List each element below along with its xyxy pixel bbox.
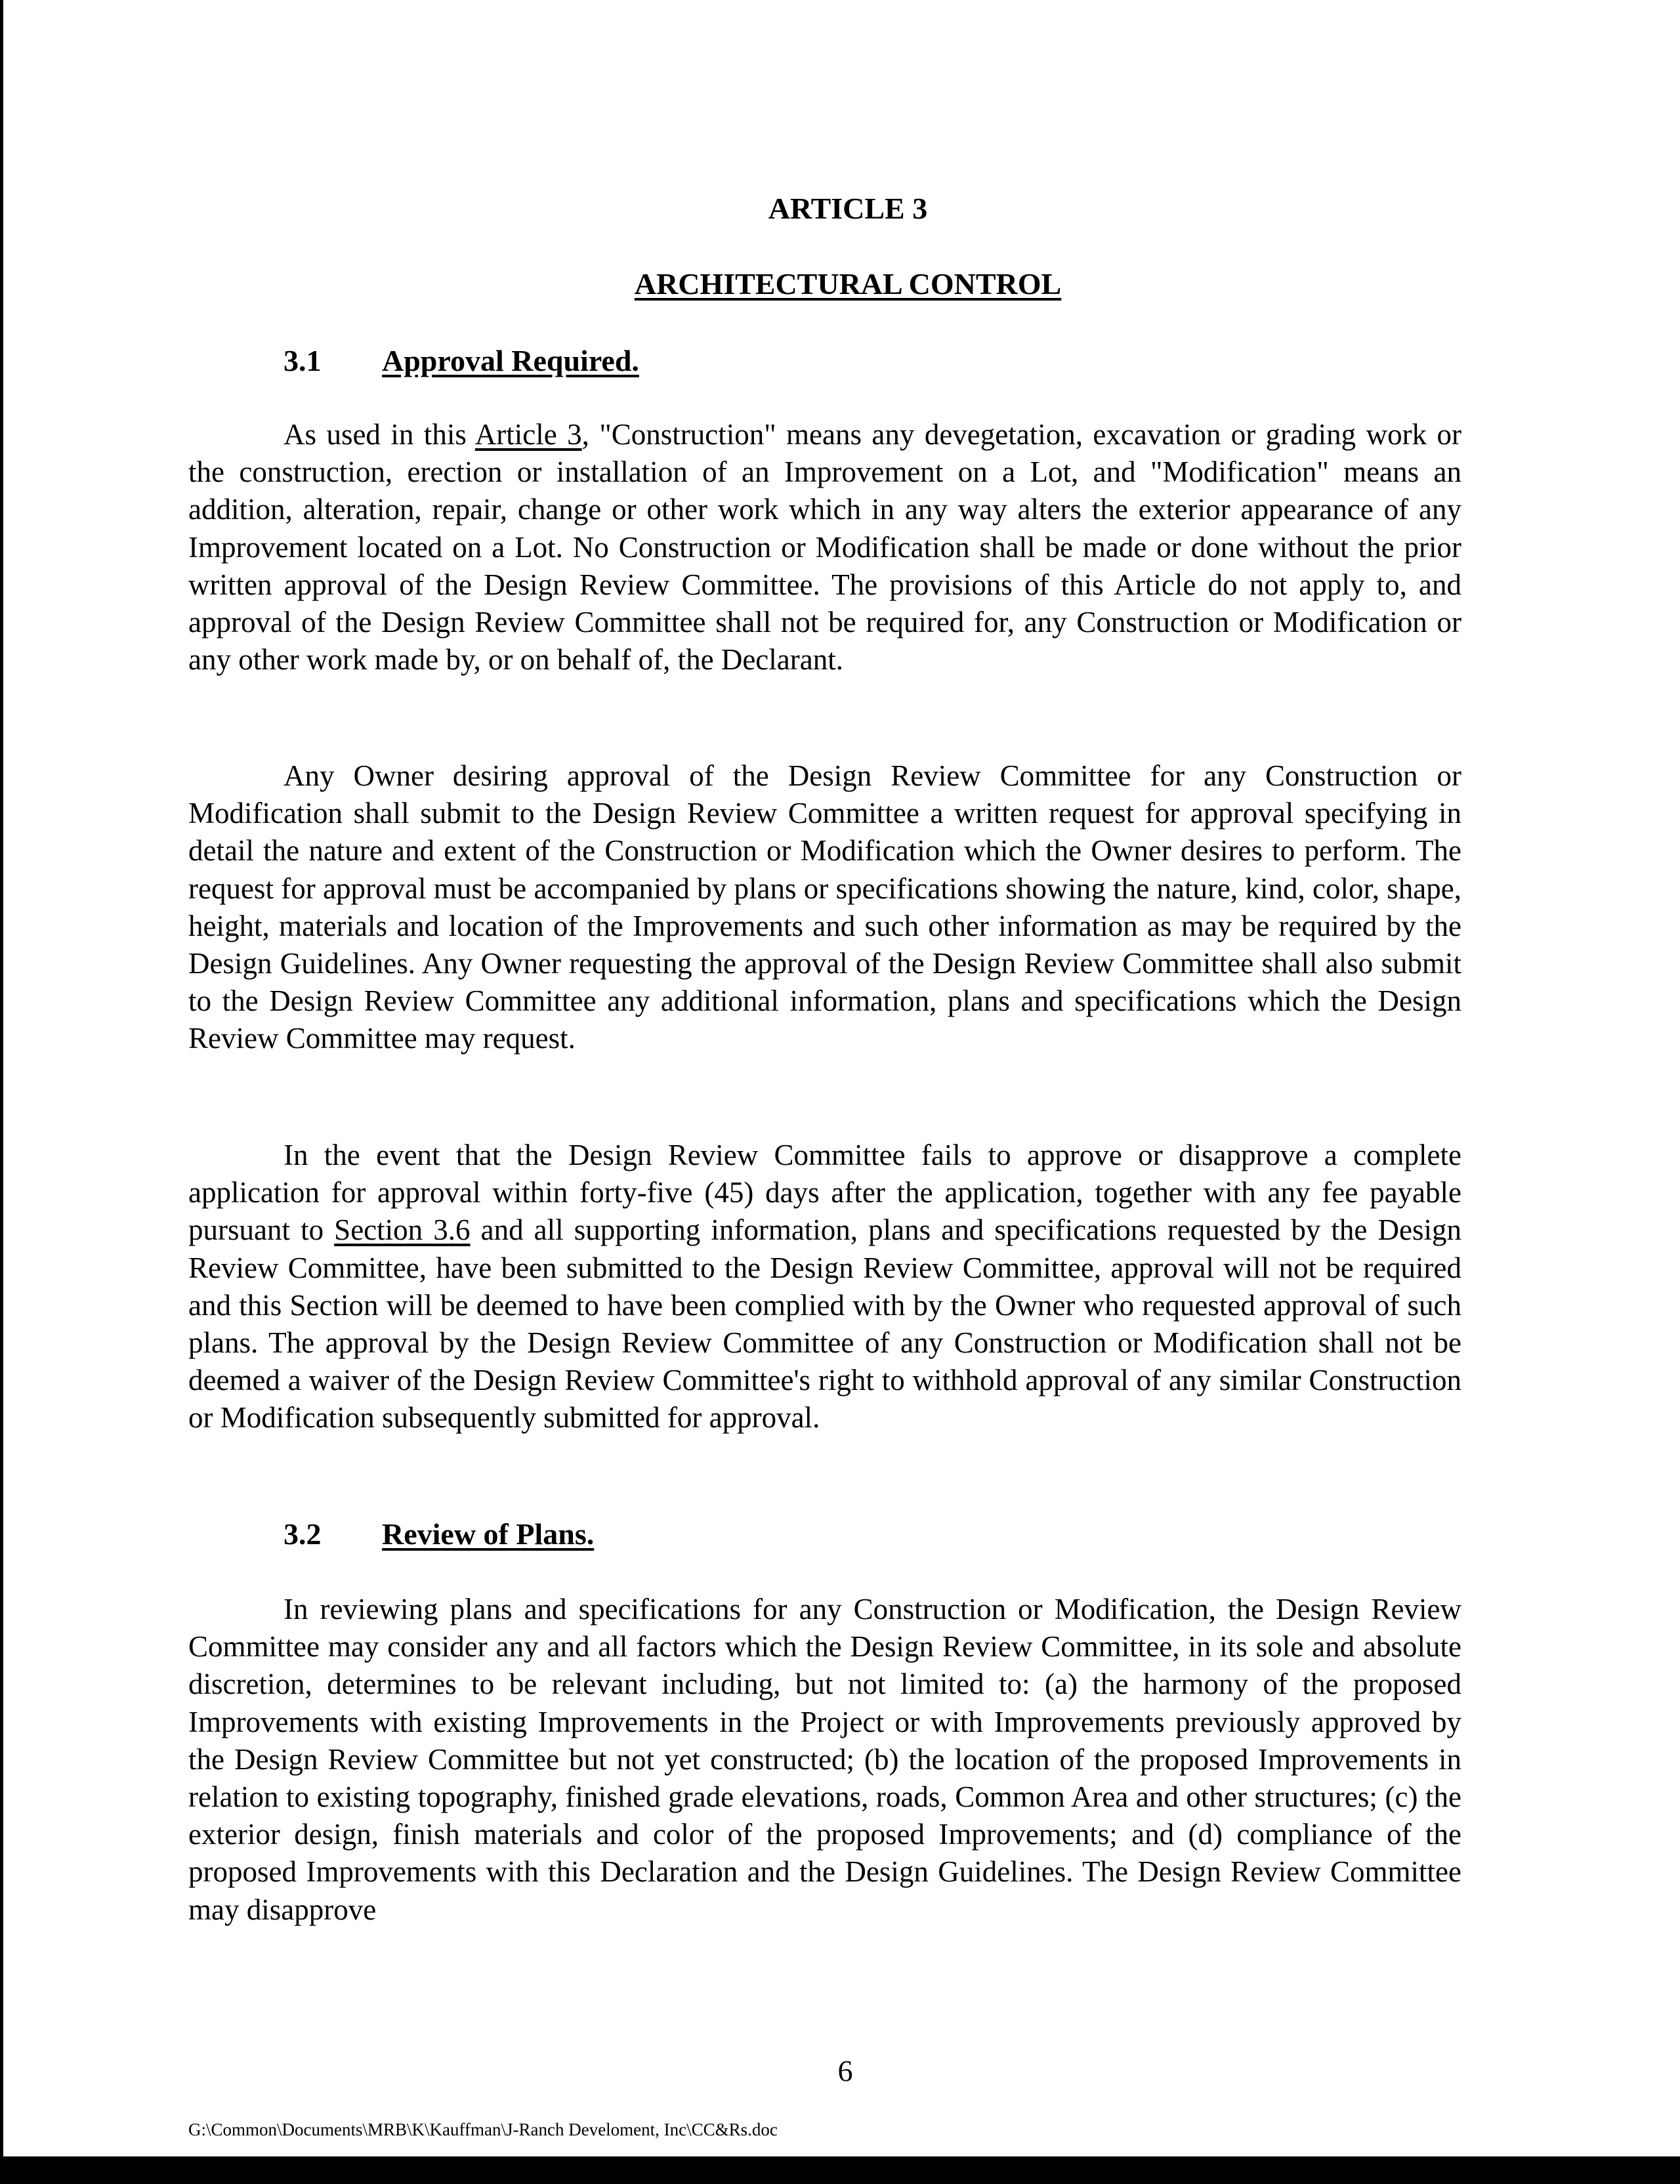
article-title-text: ARCHITECTURAL CONTROL xyxy=(634,267,1062,301)
section-heading-3-1 xyxy=(284,343,639,379)
section-heading-3-2 xyxy=(284,1516,594,1553)
paragraph-text: In the event that the Design Review Committee fails to approve or disapprove a complete application for approval within forty-five (45) days after the application, together with any fee payable pursuant to xyxy=(188,1139,1461,1247)
paragraph-review-factors xyxy=(188,1591,1461,1929)
paragraph-deemed-approval xyxy=(188,1137,1461,1437)
article-reference-link: Article 3 xyxy=(474,418,582,451)
article-number: ARTICLE 3 xyxy=(768,192,928,225)
paragraph-text: and all supporting information, plans and specifications requested by the Design Review Committee, have been submitted to the Design Review Committee, approval will not be required and this Section will be deemed to have been complied with by the Owner who requested approval of such plans. The approval by the Design Review Committee of any Construction or Modification shall not be deemed a waiver of the Design Review Committee's right to withhold approval of any similar Construction or Modification subsequently submitted for approval. xyxy=(188,1213,1461,1435)
paragraph-text: In reviewing plans and specifications for any Construction or Modification, the Design Review Committee may consider any and all factors which the Design Review Committee, in its sole and absolute discretion, determines to be relevant including, but not limited to: (a) the harmony of the proposed Improvements with existing Improvements in the Project or with Improvements previously approved by the Design Review Committee but not yet constructed; (b) the location of the proposed Improvements in relation to existing topography, finished grade elevations, roads, Common Area and other structures; (c) the exterior design, finish materials and color of the proposed Improvements; and (d) compliance of the proposed Improvements with this Declaration and the Design Guidelines. The Design Review Committee may disapprove xyxy=(188,1593,1461,1926)
paragraph-definitions xyxy=(188,416,1461,679)
paragraph-text: Any Owner desiring approval of the Design Review Committee for any Construction or Modification shall submit to the Design Review Committee a written request for approval specifying in detail the nature and extent of the Construction or Modification which the Owner desires to perform. The request for approval must be accompanied by plans or specifications showing the nature, kind, color, shape, height, materials and location of the Improvements and such other information as may be required by the Design Guidelines. Any Owner requesting the approval of the Design Review Committee shall also submit to the Design Review Committee any additional information, plans and specifications which the Design Review Committee may request. xyxy=(188,759,1461,1055)
paragraph-approval-request xyxy=(188,757,1461,1058)
paragraph-text: , "Construction" means any devegetation, excavation or grading work or the construction, erection or installation of an Improvement on a Lot, and "Modification" means an addition, alteration, repair, change or other work which in any way alters the exterior appearance of any Improvement located on a Lot. No Construction or Modification shall be made or done without the prior written approval of the Design Review Committee. The provisions of this Article do not apply to, and approval of the Design Review Committee shall not be required for, any Construction or Modification or any other work made by, or on behalf of, the Declarant. xyxy=(188,418,1461,677)
section-title: Approval Required. xyxy=(382,344,639,377)
scan-left-edge xyxy=(0,0,3,2166)
section-number: 3.2 xyxy=(284,1517,322,1551)
footer-file-path: G:\Common\Documents\MRB\K\Kauffman\J-Ranch Develoment, Inc\CC&Rs.doc xyxy=(188,2120,778,2139)
section-title: Review of Plans. xyxy=(382,1517,595,1551)
paragraph-text: As used in this xyxy=(284,418,475,451)
scan-bottom-edge xyxy=(0,2156,1680,2184)
article-title xyxy=(0,266,1680,303)
section-reference-link: Section 3.6 xyxy=(334,1213,471,1247)
page-number: 6 xyxy=(837,2054,853,2088)
section-number: 3.1 xyxy=(284,344,322,377)
